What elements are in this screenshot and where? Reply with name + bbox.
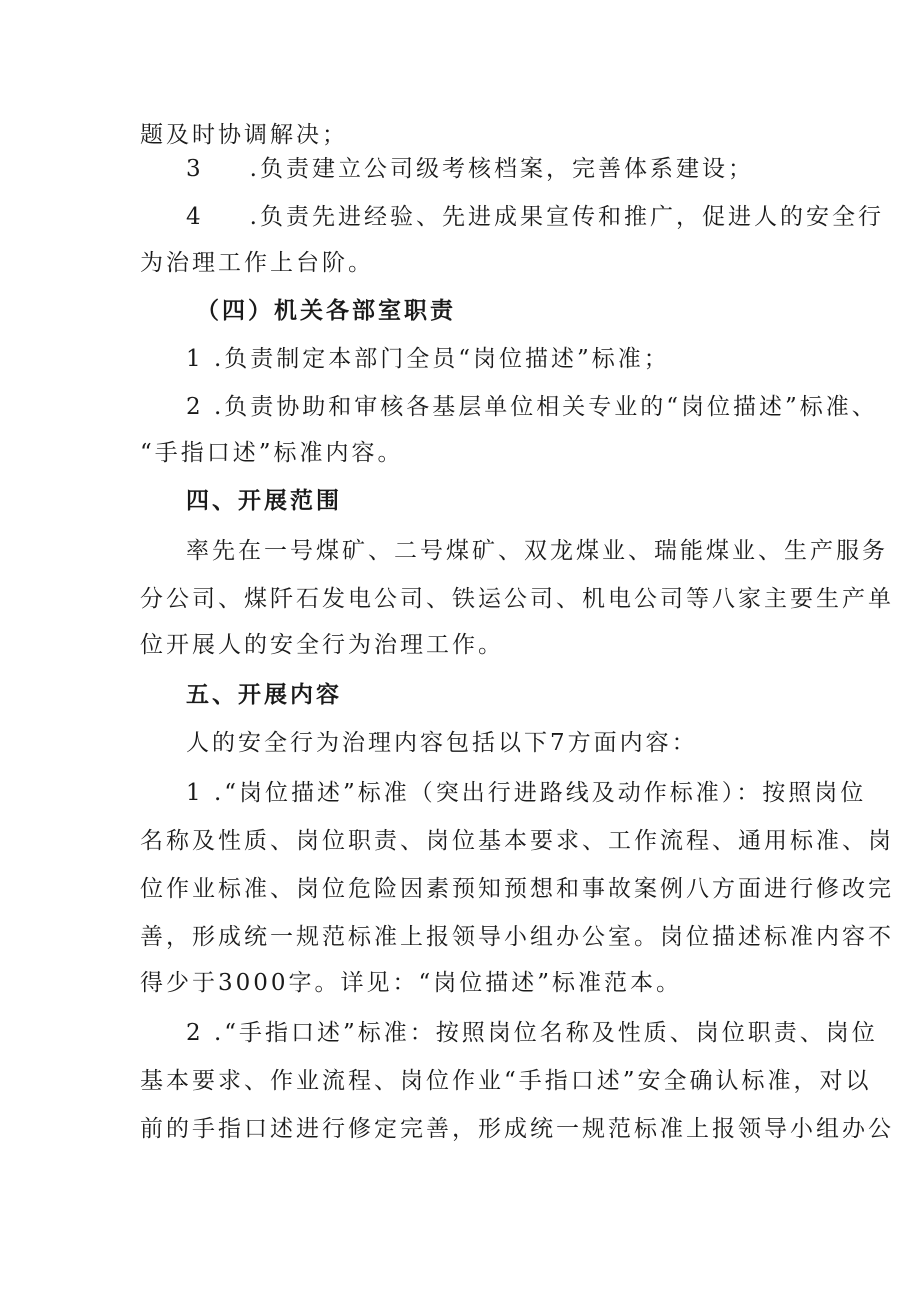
- section-heading: 四、开展范围: [186, 488, 342, 514]
- section-subheading: （四）机关各部室职责: [196, 298, 456, 324]
- paragraph-line: 位开展人的安全行为治理工作。: [140, 632, 504, 658]
- paragraph-line: 为治理工作上台阶。: [140, 250, 374, 276]
- paragraph-line: 前的手指口述进行修定完善，形成统一规范标准上报领导小组办公: [140, 1116, 894, 1142]
- section-heading: 五、开展内容: [186, 682, 342, 708]
- paragraph-line: 2 .“手指口述”标准：按照岗位名称及性质、岗位职责、岗位: [186, 1020, 878, 1046]
- list-number: 4: [186, 204, 204, 230]
- paragraph-line: 名称及性质、岗位职责、岗位基本要求、工作流程、通用标准、岗: [140, 828, 894, 854]
- paragraph-line: “手指口述”标准内容。: [140, 440, 404, 466]
- paragraph-line: 得少于3000字。详见：“岗位描述”标准范本。: [140, 970, 683, 996]
- paragraph-line: 1 .负责制定本部门全员“岗位描述”标准；: [186, 346, 670, 372]
- paragraph-line: 题及时协调解决；: [140, 122, 348, 148]
- paragraph-line: 分公司、煤阡石发电公司、铁运公司、机电公司等八家主要生产单: [140, 586, 894, 612]
- list-item-4: [186, 202, 884, 232]
- list-number: 3: [186, 156, 204, 182]
- paragraph-line: 1 .“岗位描述”标准（突出行进路线及动作标准）：按照岗位: [186, 780, 867, 806]
- list-text: .负责建立公司级考核档案，完善体系建设；: [249, 156, 754, 182]
- list-item-3: [186, 154, 754, 184]
- paragraph-line: 善，形成统一规范标准上报领导小组办公室。岗位描述标准内容不: [140, 924, 894, 950]
- paragraph-line: 2 .负责协助和审核各基层单位相关专业的“岗位描述”标准、: [186, 394, 878, 420]
- paragraph-line: 位作业标准、岗位危险因素预知预想和事故案例八方面进行修改完: [140, 876, 894, 902]
- list-text: .负责先进经验、先进成果宣传和推广，促进人的安全行: [249, 204, 884, 230]
- paragraph-line: 率先在一号煤矿、二号煤矿、双龙煤业、瑞能煤业、生产服务: [186, 538, 888, 564]
- paragraph-line: 人的安全行为治理内容包括以下7方面内容：: [186, 730, 698, 756]
- paragraph-line: 基本要求、作业流程、岗位作业“手指口述”安全确认标准，对以: [140, 1068, 872, 1094]
